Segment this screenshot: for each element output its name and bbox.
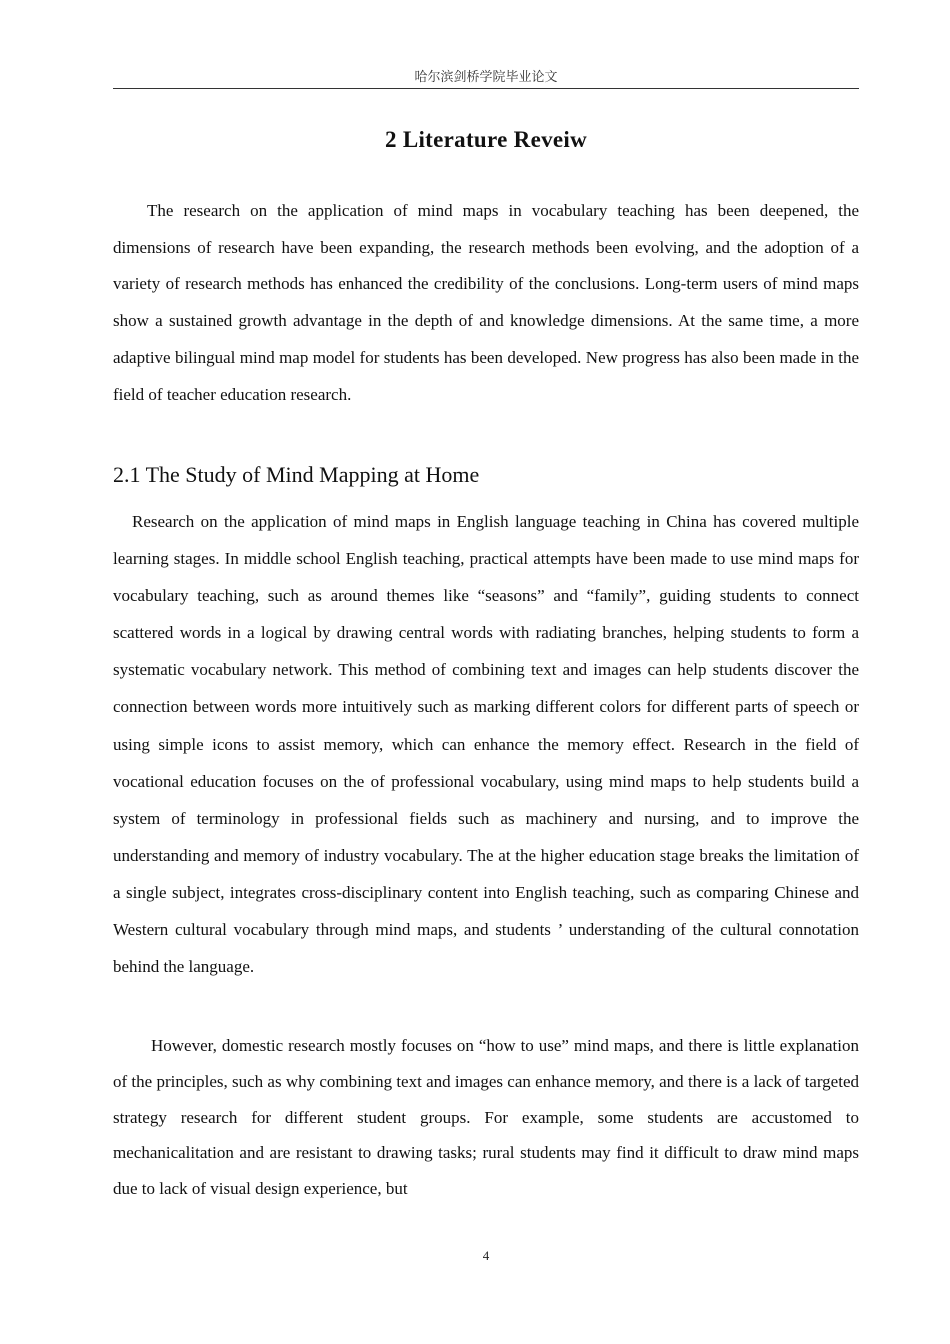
intro-paragraph: The research on the application of mind maps in vocabulary teaching has been deepened, the dimensions of research have been expanding, the research methods been evolving, and the adoption of a variety of research methods has enhanced the credibility of the conclusions. Long-term users of mind maps show a sustained growth advantage in the depth of and knowledge dimensions. At the same time, a more adaptive bilingual mind map model for students has been developed. New progress has also been made in the field of teacher education research. xyxy=(113,201,859,404)
section-paragraph-1: Research on the application of mind maps in English language teaching in China has covered multiple learning stages. In middle school English teaching, practical attempts have been made to use mind maps for vocabulary teaching, such as around themes like “seasons” and “family”, guiding students to connect scattered words in a logical by drawing central words with radiating branches, helping students to form a systematic vocabulary network. This method of combining text and images can help students discover the connection between words more intuitively such as marking different colors for different parts of speech or using simple icons to assist memory, which can enhance the memory effect. Research in the field of vocational education focuses on the of professional vocabulary, using mind maps to help students build a system of terminology in professional fields such as machinery and nursing, and to improve the understanding and memory of industry vocabulary. The at the higher education stage breaks the limitation of a single subject, integrates cross-disciplinary content into English teaching, such as comparing Chinese and Western cultural vocabulary through mind maps, and students ’ understanding of the cultural connotation behind the language. xyxy=(113,512,859,977)
chapter-title: 2 Literature Reveiw xyxy=(385,127,587,152)
section-heading: 2.1 The Study of Mind Mapping at Home xyxy=(113,462,480,487)
page-number: 4 xyxy=(482,1248,490,1263)
header-divider xyxy=(113,88,859,89)
running-header: 哈尔滨剑桥学院毕业论文 xyxy=(414,70,558,85)
section-paragraph-2: However, domestic research mostly focuses on “how to use” mind maps, and there is little explanation of the principles, such as why combining text and images can enhance memory, and there is a lack of targeted strategy research for different student groups. For example, some students are accustomed to mechanicalitation and are resistant to drawing tasks; rural students may find it difficult to draw mind maps due to lack of visual design experience, but xyxy=(113,1036,859,1199)
